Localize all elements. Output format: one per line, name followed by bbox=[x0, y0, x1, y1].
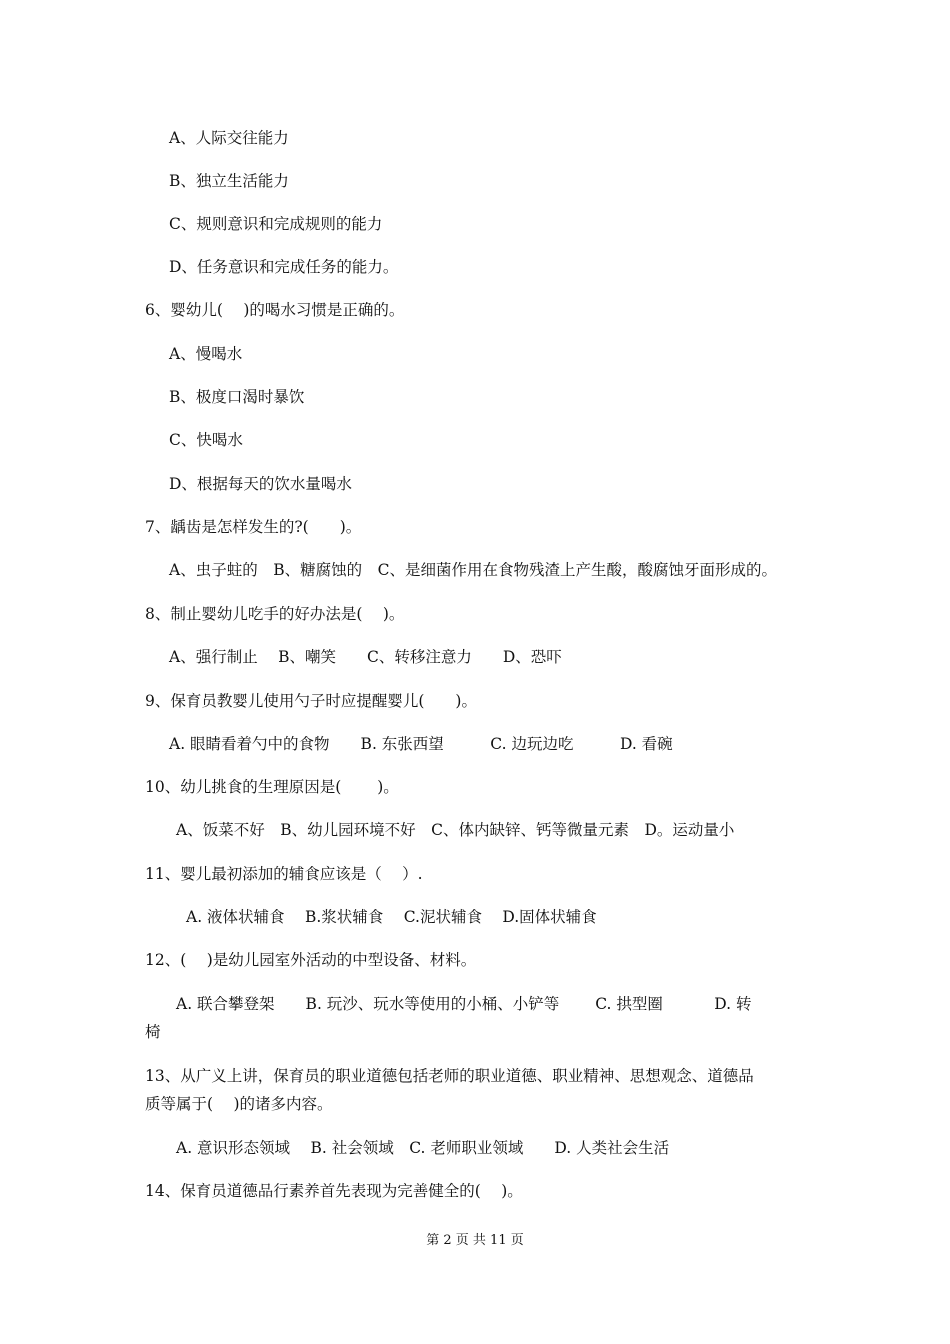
question-13-continued: 质等属于( )的诸多内容。 bbox=[145, 1095, 333, 1113]
options-10: A、饭菜不好 B、幼儿园环境不好 C、体内缺锌、钙等微量元素 D。运动量小 bbox=[176, 821, 735, 839]
option-5c: C、规则意识和完成规则的能力 bbox=[169, 215, 383, 233]
options-13: A. 意识形态领域 B. 社会领域 C. 老师职业领域 D. 人类社会生活 bbox=[176, 1139, 670, 1157]
options-11: A. 液体状辅食 B.浆状辅食 C.泥状辅食 D.固体状辅食 bbox=[186, 908, 597, 926]
options-12-continued: 椅 bbox=[145, 1023, 161, 1041]
question-13: 13、从广义上讲，保育员的职业道德包括老师的职业道德、职业精神、思想观念、道德品 bbox=[145, 1067, 754, 1085]
option-5a: A、人际交往能力 bbox=[169, 129, 289, 147]
question-12: 12、( )是幼儿园室外活动的中型设备、材料。 bbox=[145, 951, 477, 969]
option-6b: B、极度口渴时暴饮 bbox=[169, 388, 305, 406]
question-8: 8、制止婴幼儿吃手的好办法是( )。 bbox=[145, 605, 405, 623]
page-footer: 第 2 页 共 11 页 bbox=[426, 1233, 524, 1248]
question-7: 7、龋齿是怎样发生的?( )。 bbox=[145, 518, 362, 536]
options-9: A. 眼睛看着勺中的食物 B. 东张西望 C. 边玩边吃 D. 看碗 bbox=[169, 735, 673, 753]
question-11: 11、婴儿最初添加的辅食应该是（ ）. bbox=[145, 865, 423, 883]
options-12: A. 联合攀登架 B. 玩沙、玩水等使用的小桶、小铲等 C. 拱型圈 D. 转 bbox=[176, 995, 752, 1013]
options-8: A、强行制止 B、嘲笑 C、转移注意力 D、恐吓 bbox=[169, 648, 562, 666]
question-14: 14、保育员道德品行素养首先表现为完善健全的( )。 bbox=[145, 1182, 523, 1200]
question-9: 9、保育员教婴儿使用勺子时应提醒婴儿( )。 bbox=[145, 692, 477, 710]
question-6: 6、婴幼儿( )的喝水习惯是正确的。 bbox=[145, 301, 405, 319]
options-7: A、虫子蛀的 B、糖腐蚀的 C、是细菌作用在食物残渣上产生酸，酸腐蚀牙面形成的。 bbox=[169, 561, 777, 579]
option-6d: D、根据每天的饮水量喝水 bbox=[169, 475, 352, 493]
option-6a: A、慢喝水 bbox=[169, 345, 243, 363]
question-10: 10、幼儿挑食的生理原因是( )。 bbox=[145, 778, 399, 796]
option-5d: D、任务意识和完成任务的能力。 bbox=[169, 258, 399, 276]
option-5b: B、独立生活能力 bbox=[169, 172, 289, 190]
option-6c: C、快喝水 bbox=[169, 431, 243, 449]
